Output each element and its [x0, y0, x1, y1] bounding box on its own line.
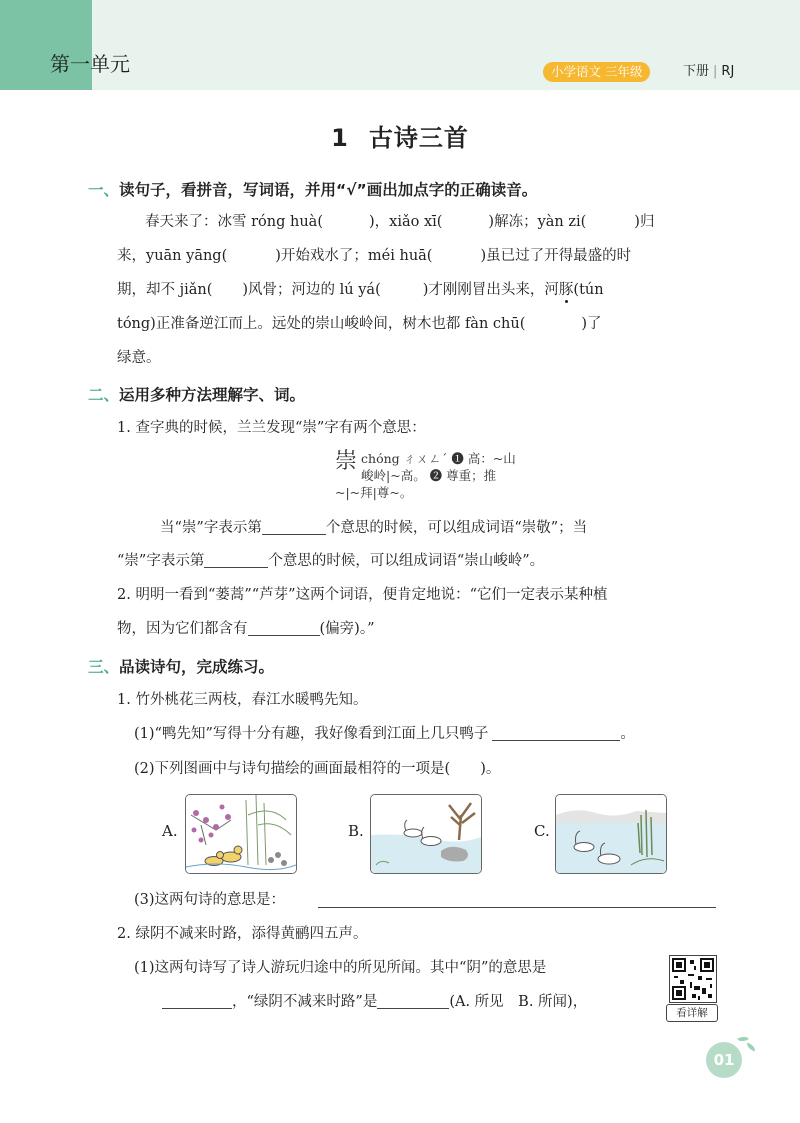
- lesson-title: [0, 118, 800, 153]
- lesson-number: 1: [331, 124, 349, 152]
- s1-line-2: 来，yuān yāng( )开始戏水了；méi huā( )虽已过了开得最盛的时: [117, 248, 632, 264]
- option-a-label[interactable]: A.: [162, 822, 178, 840]
- s2-q2-line-b: 物，因为它们都含有 (偏旁)。”: [117, 621, 375, 637]
- option-b-picture[interactable]: [370, 794, 482, 874]
- section-1-heading: [88, 178, 537, 200]
- volume-label: 下册 | RJ: [683, 64, 735, 79]
- answer-line[interactable]: [318, 893, 716, 908]
- section-1-title: 读句子，看拼音，写词语，并用“√”画出加点字的正确读音。: [119, 181, 538, 199]
- s3-poem-1: 1. 竹外桃花三两枝，春江水暖鸭先知。: [117, 692, 368, 708]
- answer-blank[interactable]: [262, 520, 326, 535]
- s1-line-1: 春天来了：冰雪 róng huà( )，xiǎo xī( )解冻；yàn zi( )归: [145, 214, 655, 230]
- s1-line-3: 期，却不 jiǎn( )风骨；河边的 lú yá( )才刚刚冒出头来，河豚(tún: [117, 282, 604, 298]
- section-1-number: 一、: [88, 181, 120, 199]
- s3-p2-q1-a: (1)这两句诗写了诗人游玩归途中的所见所闻。其中“阴”的意思是: [134, 960, 547, 976]
- qr-code[interactable]: [669, 955, 717, 1003]
- s3-p1-q2: (2)下列图画中与诗句描绘的画面最相符的一项是( )。: [134, 761, 501, 777]
- dotted-char: 豚: [558, 282, 574, 298]
- answer-blank[interactable]: [204, 553, 268, 568]
- dict-char: 崇: [335, 449, 358, 474]
- s3-poem-2: 2. 绿阴不减来时路，添得黄鹂四五声。: [117, 926, 368, 942]
- section-3-heading: [88, 655, 274, 677]
- s2-q1-line-a: 当“崇”字表示第 个意思的时候，可以组成词语“崇敬”；当: [160, 520, 588, 536]
- dictionary-entry: 崇 chóng ㄔㄨㄥˊ ❶ 高：~山 峻岭|~高。 ❷ 尊重；推 ~|~拜|尊~。: [335, 449, 516, 500]
- grade-badge: 小学语文 三年级: [543, 62, 650, 82]
- s3-p1-q1: (1)“鸭先知”写得十分有趣，我好像看到江面上几只鸭子 。: [134, 726, 635, 742]
- lesson-name: 古诗三首: [368, 124, 469, 152]
- s2-q1-line-b: “崇”字表示第 个意思的时候，可以组成词语“崇山峻岭”。: [117, 553, 545, 569]
- section-3-number: 三、: [88, 658, 120, 676]
- section-3-title: 品读诗句，完成练习。: [119, 658, 275, 676]
- option-a-picture[interactable]: [185, 794, 297, 874]
- answer-blank[interactable]: [162, 994, 232, 1009]
- section-2-title: 运用多种方法理解字、词。: [119, 386, 306, 404]
- option-c-picture[interactable]: [555, 794, 667, 874]
- leaf-icon: [745, 1042, 756, 1051]
- unit-title: 第一单元: [50, 52, 130, 76]
- section-2-heading: [88, 383, 305, 405]
- answer-blank[interactable]: [377, 994, 449, 1009]
- page-number: 01: [706, 1042, 742, 1078]
- option-b-label[interactable]: B.: [348, 822, 364, 840]
- s2-question-1: 1. 查字典的时候，兰兰发现“崇”字有两个意思：: [117, 420, 426, 436]
- s3-p1-q3: (3)这两句诗的意思是：: [134, 892, 286, 908]
- answer-blank[interactable]: [492, 726, 620, 741]
- s1-line-5: 绿意。: [117, 350, 161, 366]
- option-c-label[interactable]: C.: [534, 822, 550, 840]
- s3-p2-q1-b: ，“绿阴不减来时路”是 (A. 所见 B. 所闻)，: [162, 992, 587, 1012]
- s2-q2-line-a: 2. 明明一看到“蒌蒿”“芦芽”这两个词语，便肯定地说：“它们一定表示某种植: [117, 587, 608, 603]
- qr-label[interactable]: 看详解: [666, 1004, 718, 1022]
- answer-blank[interactable]: [248, 621, 320, 636]
- volume-text: 下册: [683, 64, 710, 79]
- section-2-number: 二、: [88, 386, 120, 404]
- s1-line-4: tóng)正准备逆江而上。远处的崇山峻岭间，树木也都 fàn chū( )了: [117, 316, 602, 332]
- edition-text: RJ: [721, 64, 735, 79]
